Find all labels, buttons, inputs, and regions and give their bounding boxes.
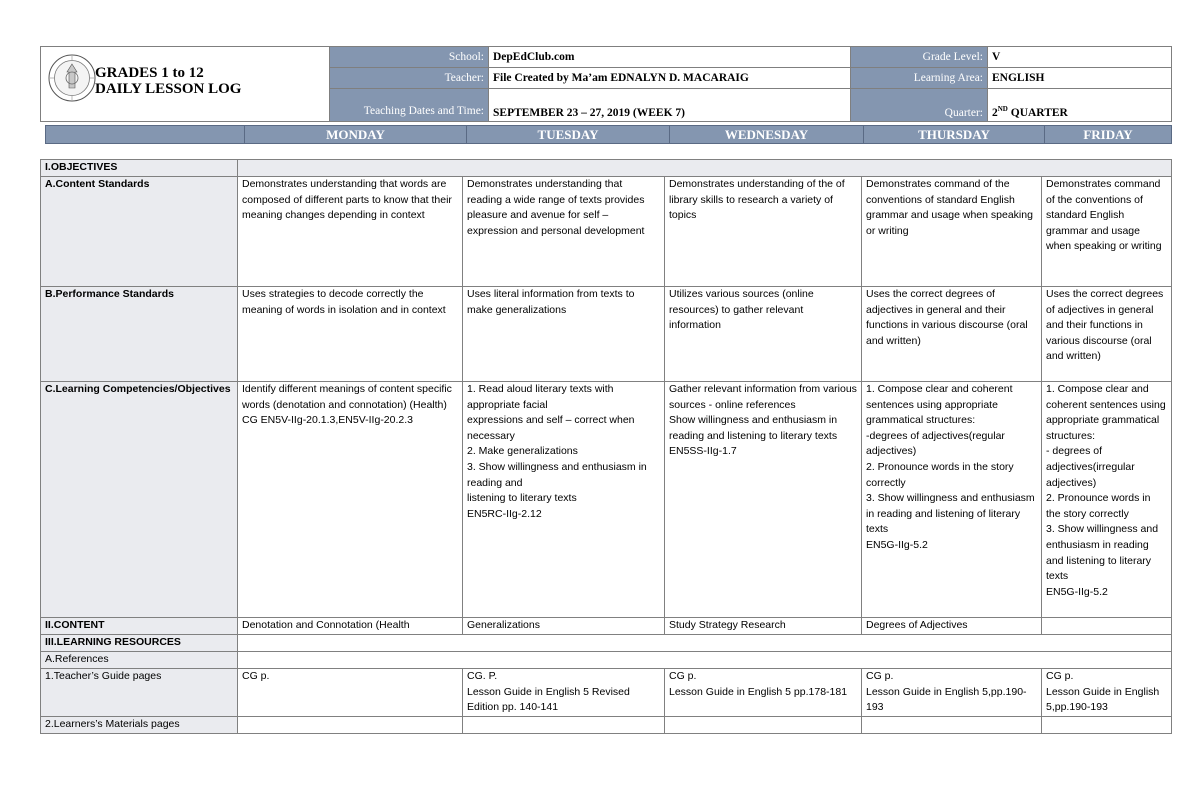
learning-area-value: ENGLISH <box>988 68 1172 89</box>
brand-title <box>95 65 241 97</box>
content-standards-monday: Demonstrates understanding that words are composed of different parts to know that their meaning changes depending in context <box>238 177 463 287</box>
brand-cell <box>41 47 330 122</box>
content-standards-wednesday: Demonstrates understanding of the of library skills to research a variety of topics <box>665 177 862 287</box>
teachers-guide-row <box>41 669 1172 717</box>
competencies-monday: Identify different meanings of content specific words (denotation and connotation) (Health) CG EN5V-IIg-20.1.3,EN5V-IIg-20.2.3 <box>238 382 463 618</box>
quarter-number: 2 <box>992 107 998 119</box>
teachers-guide-wednesday: CG p. Lesson Guide in English 5 pp.178-181 <box>665 669 862 717</box>
performance-standards-friday: Uses the correct degrees of adjectives in general and their functions in various discourse (oral and written) <box>1042 287 1172 382</box>
learners-materials-tuesday <box>463 717 665 734</box>
school-value: DepEdClub.com <box>489 47 851 68</box>
day-header-tuesday: TUESDAY <box>467 126 670 144</box>
quarter-word: QUARTER <box>1007 107 1068 119</box>
school-label: School: <box>330 47 489 68</box>
teachers-guide-label: 1.Teacher’s Guide pages <box>41 669 238 717</box>
references-span <box>238 652 1172 669</box>
content-wednesday: Study Strategy Research <box>665 618 862 635</box>
content-monday: Denotation and Connotation (Health <box>238 618 463 635</box>
grade-level-value: V <box>988 47 1172 68</box>
learning-resources-row <box>41 635 1172 652</box>
objectives-row <box>41 160 1172 177</box>
deped-seal-icon <box>48 54 96 102</box>
quarter-value <box>988 89 1172 122</box>
content-standards-tuesday: Demonstrates understanding that reading a wide range of texts provides pleasure and avenue for self – expression and personal development <box>463 177 665 287</box>
learning-resources-span <box>238 635 1172 652</box>
performance-standards-tuesday: Uses literal information from texts to make generalizations <box>463 287 665 382</box>
competencies-wednesday: Gather relevant information from various sources - online references Show willingness and enthusiasm in reading and listening to literary texts EN5SS-IIg-1.7 <box>665 382 862 618</box>
learners-materials-wednesday <box>665 717 862 734</box>
content-thursday: Degrees of Adjectives <box>862 618 1042 635</box>
performance-standards-row <box>41 287 1172 382</box>
day-header-monday: MONDAY <box>245 126 467 144</box>
lesson-log-table <box>40 159 1172 734</box>
learning-resources-label: III.LEARNING RESOURCES <box>41 635 238 652</box>
header-table <box>40 46 1172 122</box>
teaching-dates-label: Teaching Dates and Time: <box>330 89 489 122</box>
brand-line-1: GRADES 1 to 12 <box>95 65 204 81</box>
competencies-label: C.Learning Competencies/Objectives <box>41 382 238 618</box>
objectives-span <box>238 160 1172 177</box>
learners-materials-monday <box>238 717 463 734</box>
learners-materials-thursday <box>862 717 1042 734</box>
performance-standards-label: B.Performance Standards <box>41 287 238 382</box>
teaching-dates-value: SEPTEMBER 23 – 27, 2019 (WEEK 7) <box>489 89 851 122</box>
day-header-wednesday: WEDNESDAY <box>670 126 864 144</box>
performance-standards-monday: Uses strategies to decode correctly the meaning of words in isolation and in context <box>238 287 463 382</box>
content-friday <box>1042 618 1172 635</box>
content-standards-thursday: Demonstrates command of the conventions of standard English grammar and usage when speaking or writing <box>862 177 1042 287</box>
teachers-guide-friday: CG p. Lesson Guide in English 5,pp.190-193 <box>1042 669 1172 717</box>
teacher-label: Teacher: <box>330 68 489 89</box>
learners-materials-friday <box>1042 717 1172 734</box>
learners-materials-row <box>41 717 1172 734</box>
day-header-friday: FRIDAY <box>1045 126 1172 144</box>
quarter-label: Quarter: <box>851 89 988 122</box>
teachers-guide-thursday: CG p. Lesson Guide in English 5,pp.190-193 <box>862 669 1042 717</box>
learners-materials-label: 2.Learners’s Materials pages <box>41 717 238 734</box>
competencies-friday: 1. Compose clear and coherent sentences using appropriate grammatical structures: - degrees of adjectives(irregular adjectives) 2. Pronounce words in the story correctly 3. Show willingness and enthusiasm in reading and listening to literary texts EN5G-IIg-5.2 <box>1042 382 1172 618</box>
teachers-guide-tuesday: CG. P. Lesson Guide in English 5 Revised Edition pp. 140-141 <box>463 669 665 717</box>
day-header-thursday: THURSDAY <box>864 126 1045 144</box>
references-label: A.References <box>41 652 238 669</box>
quarter-ordinal: ND <box>997 105 1008 114</box>
grade-level-label: Grade Level: <box>851 47 988 68</box>
objectives-label: I.OBJECTIVES <box>41 160 238 177</box>
learning-area-label: Learning Area: <box>851 68 988 89</box>
day-header-blank <box>46 126 245 144</box>
teacher-value: File Created by Ma’am EDNALYN D. MACARAIG <box>489 68 851 89</box>
performance-standards-thursday: Uses the correct degrees of adjectives in general and their functions in various discourse (oral and written) <box>862 287 1042 382</box>
references-row <box>41 652 1172 669</box>
teachers-guide-monday: CG p. <box>238 669 463 717</box>
content-row <box>41 618 1172 635</box>
brand-line-2: DAILY LESSON LOG <box>95 81 242 97</box>
competencies-thursday: 1. Compose clear and coherent sentences using appropriate grammatical structures: -degrees of adjectives(regular adjectives) 2. Pronounce words in the story correctly 3. Show willingness and enthusiasm in reading and listening of literary texts EN5G-IIg-5.2 <box>862 382 1042 618</box>
competencies-tuesday: 1. Read aloud literary texts with appropriate facial expressions and self – correct when necessary 2. Make generalizations 3. Show willingness and enthusiasm in reading and listening to literary texts EN5RC-IIg-2.12 <box>463 382 665 618</box>
performance-standards-wednesday: Utilizes various sources (online resources) to gather relevant information <box>665 287 862 382</box>
content-standards-row <box>41 177 1172 287</box>
content-tuesday: Generalizations <box>463 618 665 635</box>
day-header-bar <box>45 125 1172 144</box>
competencies-row <box>41 382 1172 618</box>
content-label: II.CONTENT <box>41 618 238 635</box>
content-standards-label: A.Content Standards <box>41 177 238 287</box>
content-standards-friday: Demonstrates command of the conventions of standard English grammar and usage when speaking or writing <box>1042 177 1172 287</box>
